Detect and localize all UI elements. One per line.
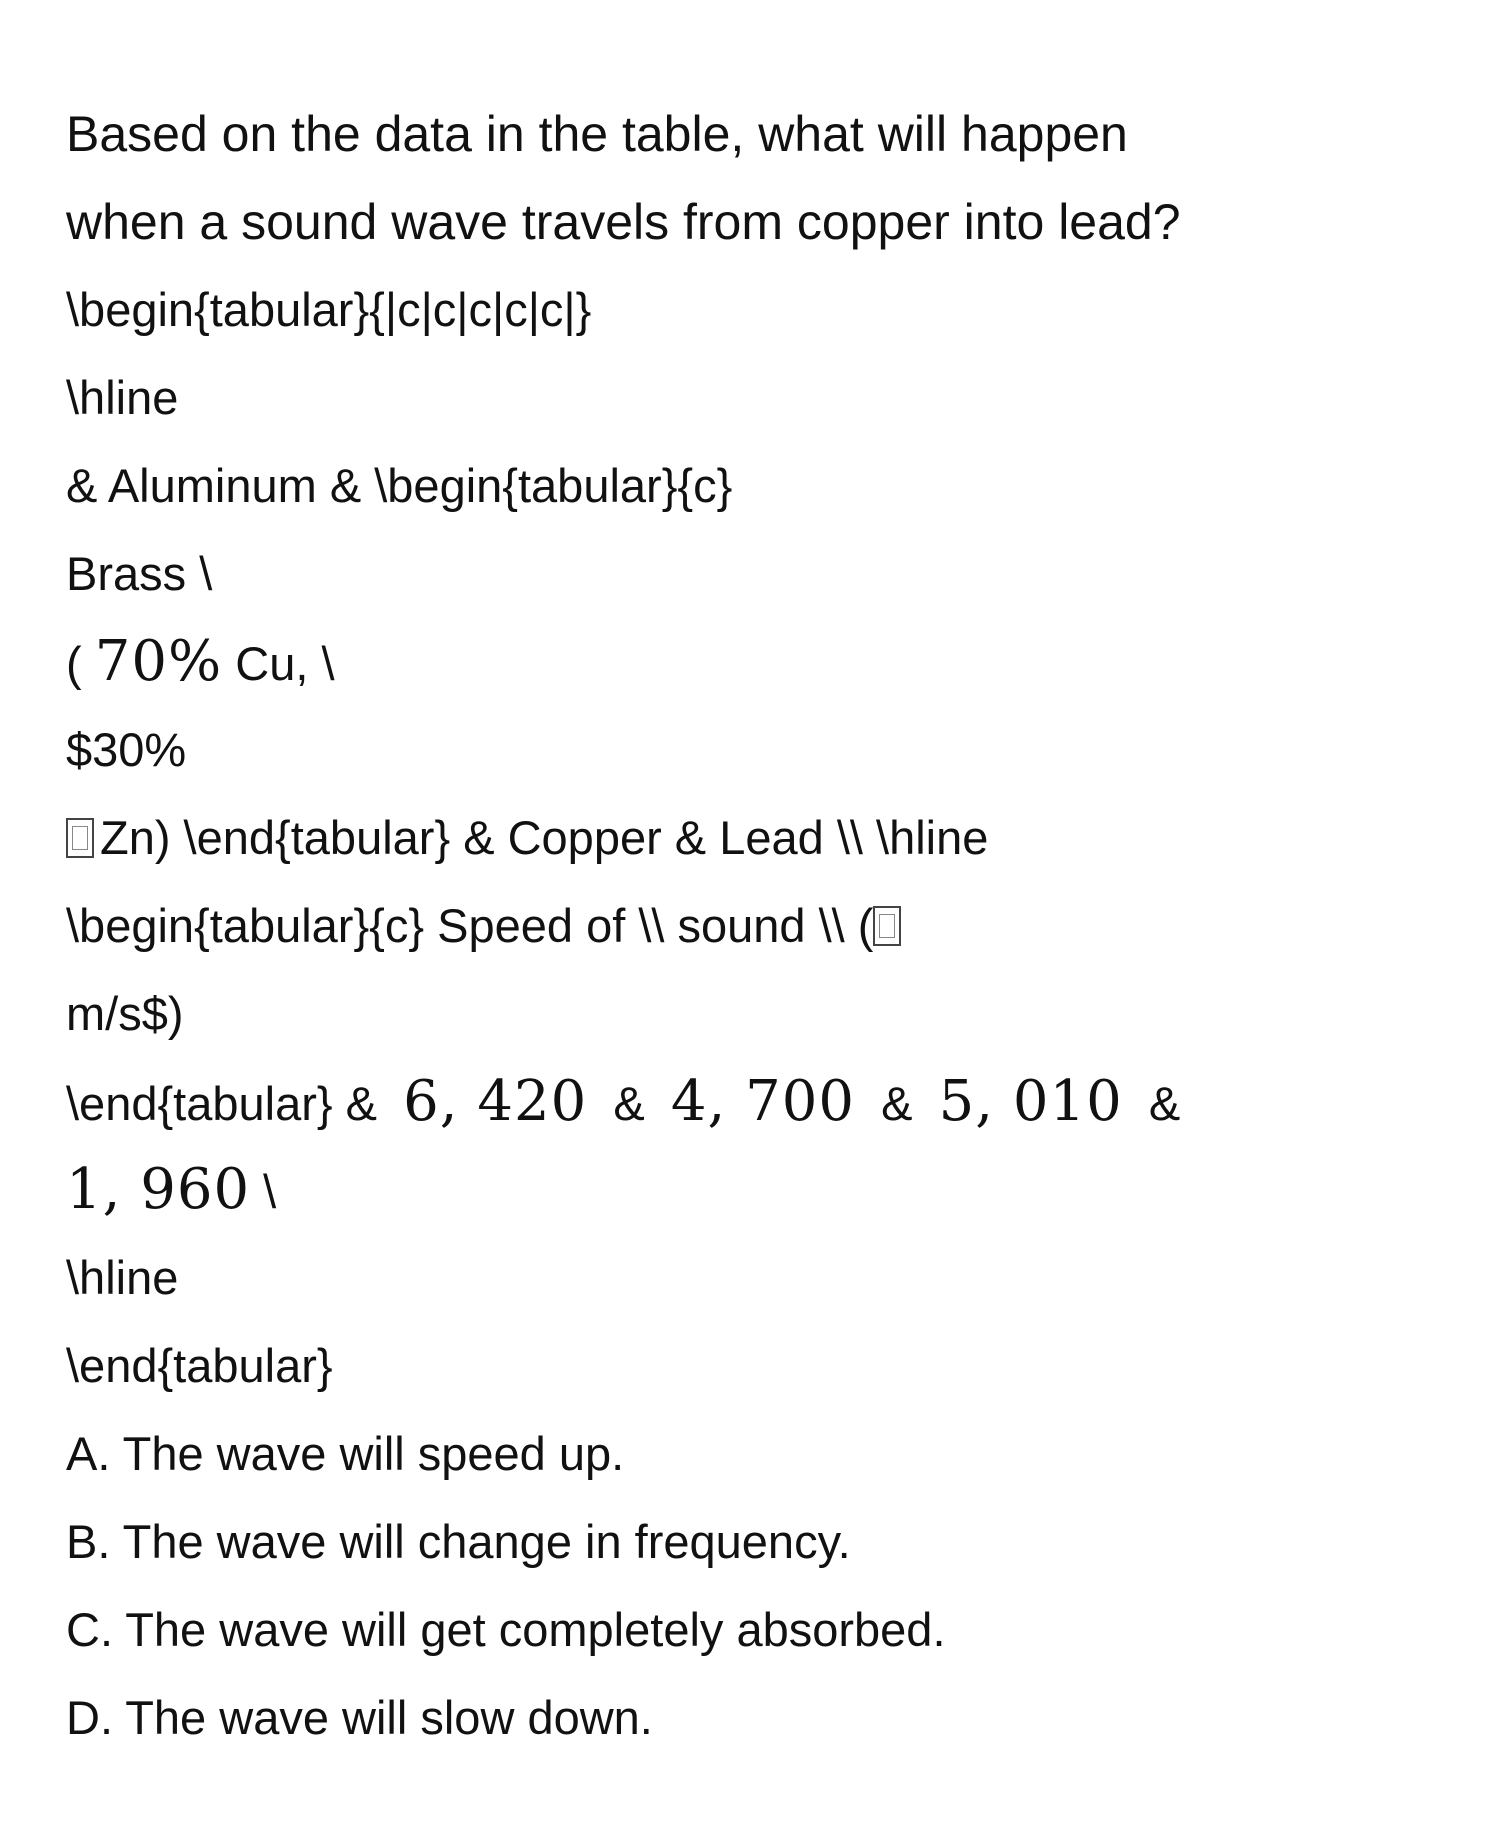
- latex-text: \: [250, 1165, 277, 1218]
- missing-glyph-icon: [873, 906, 901, 946]
- answer-options: [66, 1410, 1440, 1762]
- latex-line: \hline: [66, 371, 179, 424]
- option-b[interactable]: B. The wave will change in frequency.: [66, 1515, 851, 1568]
- option-a[interactable]: A. The wave will speed up.: [66, 1427, 625, 1480]
- latex-text: &: [613, 1077, 645, 1130]
- latex-text: &: [881, 1077, 913, 1130]
- latex-line: [66, 882, 1440, 970]
- speed-copper: 5, 010: [938, 1069, 1123, 1134]
- latex-text: &: [1148, 1077, 1181, 1130]
- latex-text: \end{tabular} &: [66, 1077, 377, 1130]
- raw-latex-table: [66, 266, 1440, 1410]
- missing-glyph-icon: [66, 818, 94, 858]
- speed-brass: 4, 700: [670, 1069, 855, 1134]
- option-d[interactable]: D. The wave will slow down.: [66, 1691, 653, 1744]
- latex-line: m/s$): [66, 987, 184, 1040]
- question-page: [66, 90, 1440, 1762]
- latex-text: \begin{tabular}{c} Speed of \\ sound \\ (: [66, 899, 874, 952]
- latex-line: \end{tabular}: [66, 1339, 333, 1392]
- latex-text: Zn) \end{tabular} & Copper & Lead \\ \hline: [100, 811, 989, 864]
- latex-text: Cu, \: [222, 637, 335, 690]
- latex-line: \hline: [66, 1251, 179, 1304]
- latex-line: [66, 1058, 1440, 1146]
- latex-line: $30%: [66, 723, 187, 776]
- option-c[interactable]: C. The wave will get completely absorbed.: [66, 1603, 946, 1656]
- question-line-2: when a sound wave travels from copper into lead?: [66, 194, 1181, 250]
- latex-line: \begin{tabular}{|c|c|c|c|c|}: [66, 283, 592, 336]
- latex-line: [66, 1146, 1440, 1234]
- speed-aluminum: 6, 420: [403, 1069, 588, 1134]
- question-line-1: Based on the data in the table, what will happen: [66, 106, 1128, 162]
- question-text: [66, 90, 1440, 266]
- latex-line: Brass \: [66, 547, 213, 600]
- latex-line: [66, 794, 1440, 882]
- latex-text: (: [66, 637, 95, 690]
- speed-lead: 1, 960: [66, 1157, 251, 1222]
- latex-line: [66, 618, 1440, 706]
- latex-line: & Aluminum & \begin{tabular}{c}: [66, 459, 733, 512]
- math-percent: 70%: [94, 629, 223, 694]
